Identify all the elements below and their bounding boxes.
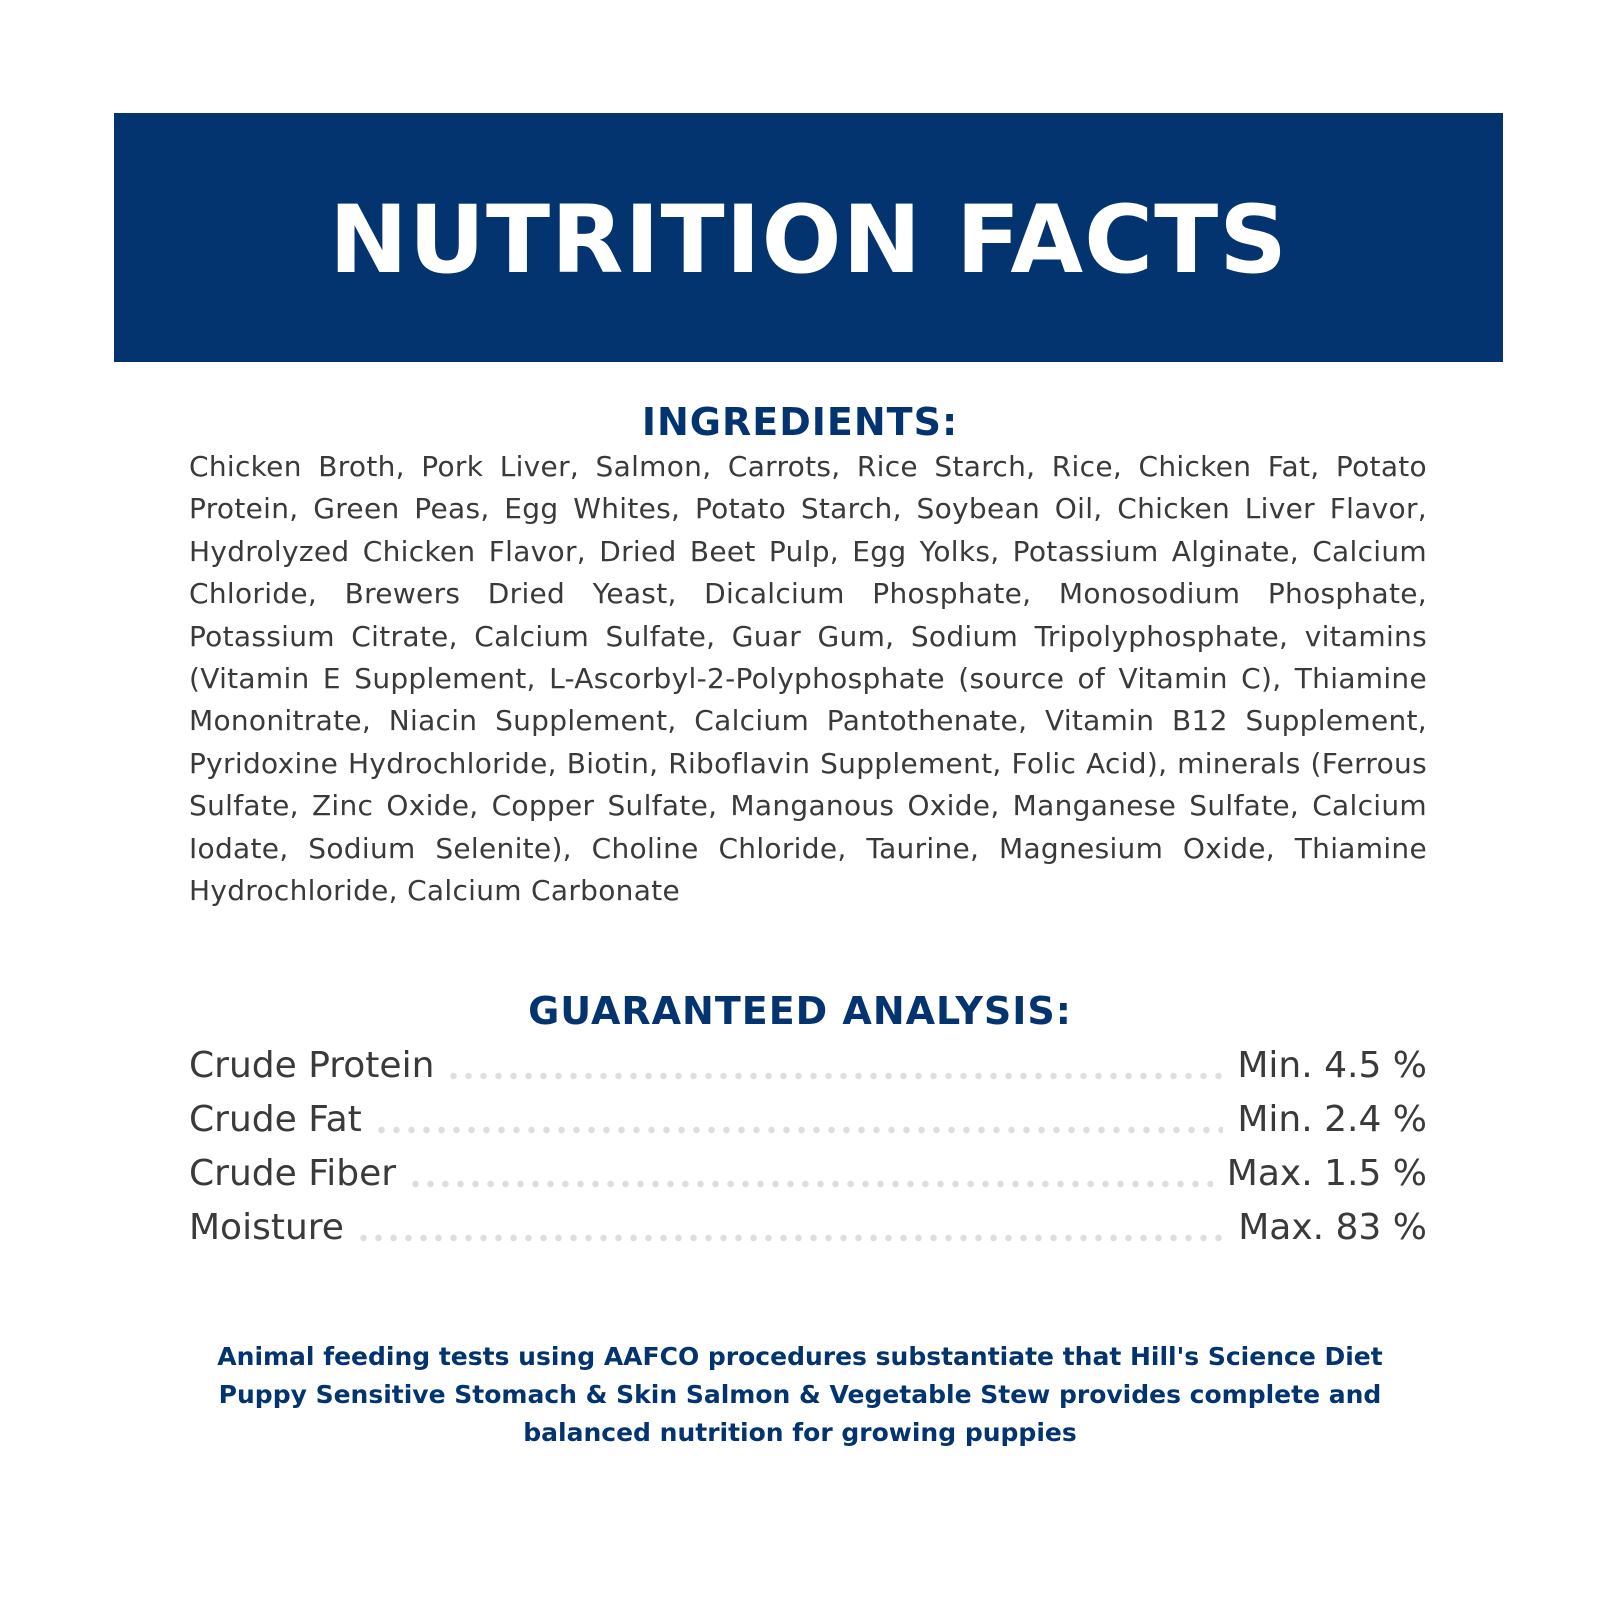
- guaranteed-analysis-heading: GUARANTEED ANALYSIS:: [528, 989, 1072, 1033]
- analysis-label: Crude Fat: [189, 1099, 362, 1140]
- analysis-row-crude-fat: [189, 1092, 1427, 1146]
- analysis-value: Max. 83 %: [1238, 1207, 1427, 1248]
- leader-dots: [408, 1180, 1213, 1188]
- guaranteed-analysis-table: [189, 1038, 1427, 1254]
- leader-dots: [446, 1072, 1223, 1080]
- analysis-row-crude-protein: [189, 1038, 1427, 1092]
- analysis-row-crude-fiber: [189, 1146, 1427, 1200]
- analysis-label: Moisture: [189, 1207, 344, 1248]
- leader-dots: [374, 1126, 1224, 1134]
- ingredients-list: Chicken Broth, Pork Liver, Salmon, Carrots, Rice Starch, Rice, Chicken Fat, Potato Protein, Green Peas, Egg Whites, Potato Starch, Soybean Oil, Chicken Liver Flavor, Hydrolyzed Chicken Flavor, Dried Beet Pulp, Egg Yolks, Potassium Alginate, Calcium Chloride, Brewers Dried Yeast, Dicalcium Phosphate, Monosodium Phosphate, Potassium Citrate, Calcium Sulfate, Guar Gum, Sodium Tripolyphosphate, vitamins (Vitamin E Supplement, L-Ascorbyl-2-Polyphosphate (source of Vitamin C), Thiamine Mononitrate, Niacin Supplement, Calcium Pantothenate, Vitamin B12 Supplement, Pyridoxine Hydrochloride, Biotin, Riboflavin Supplement, Folic Acid), minerals (Ferrous Sulfate, Zinc Oxide, Copper Sulfate, Manganous Oxide, Manganese Sulfate, Calcium Iodate, Sodium Selenite), Choline Chloride, Taurine, Magnesium Oxide, Thiamine Hydrochloride, Calcium Carbonate: [189, 450, 1427, 908]
- analysis-label: Crude Protein: [189, 1045, 435, 1086]
- ingredients-heading: INGREDIENTS:: [641, 400, 959, 444]
- nutrition-facts-banner: [114, 113, 1503, 362]
- analysis-row-moisture: [189, 1200, 1427, 1254]
- analysis-value: Min. 2.4 %: [1237, 1099, 1427, 1140]
- leader-dots: [356, 1234, 1224, 1242]
- page-title: NUTRITION FACTS: [329, 185, 1288, 295]
- analysis-value: Max. 1.5 %: [1226, 1153, 1427, 1194]
- analysis-value: Min. 4.5 %: [1237, 1045, 1427, 1086]
- aafco-statement: Animal feeding tests using AAFCO procedures substantiate that Hill's Science Diet Puppy Sensitive Stomach & Skin Salmon & Vegetable Stew provides complete and balanced nutrition for growing puppies: [217, 1342, 1383, 1447]
- analysis-label: Crude Fiber: [189, 1153, 397, 1194]
